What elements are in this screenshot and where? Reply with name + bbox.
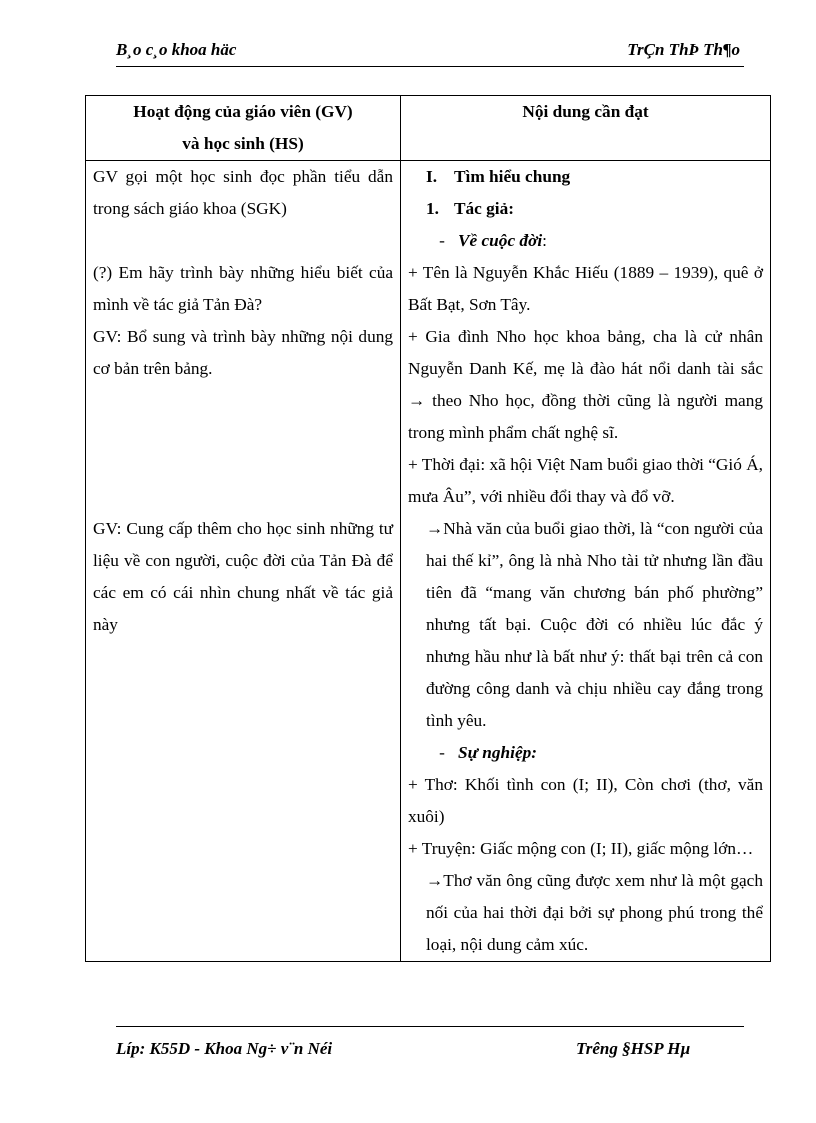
content-p6: + Truyện: Giấc mộng con (I; II), giấc mộng lớn… bbox=[408, 839, 754, 858]
content-p1: + Tên là Nguyễn Khắc Hiếu (1889 – 1939), quê ở Bất Bạt, Sơn Tây. bbox=[408, 263, 763, 314]
content-p4: →Nhà văn của buổi giao thời, là “con người của hai thế kỉ”, ông là nhà Nho tài tử nhưng lần đầu tiên đã “mang văn chương bán phố phường” nhưng tất bại. Cuộc đời có nhiều lúc đắc ý nhưng hầu như là bất như ý: thất bại trên cả con đường công danh và chịu nhiều cay đắng trong tình yêu. bbox=[426, 519, 763, 730]
activity-3: GV: Bổ sung và trình bày những nội dung cơ bản trên bảng. bbox=[93, 327, 393, 378]
table-header-row bbox=[86, 96, 771, 161]
life-heading: - Về cuộc đời: bbox=[439, 231, 547, 250]
col2-header: Nội dung cần đạt bbox=[401, 96, 771, 161]
col1-header: Hoạt động của giáo viên (GV) và học sinh (HS) bbox=[86, 96, 401, 161]
content-p2: + Gia đình Nho học khoa bảng, cha là cử nhân Nguyễn Danh Kế, mẹ là đào hát nổi danh tài sắc → theo Nho học, đồng thời cũng là người mang trong mình phẩm chất nghệ sĩ. bbox=[408, 327, 763, 442]
content-p5: + Thơ: Khối tình con (I; II), Còn chơi (thơ, văn xuôi) bbox=[408, 775, 763, 826]
header-rule bbox=[116, 66, 744, 67]
teacher-activity-cell bbox=[86, 161, 401, 962]
footer-rule bbox=[116, 1026, 744, 1027]
content-p3: + Thời đại: xã hội Việt Nam buổi giao thời “Gió Á, mưa Âu”, với nhiều đổi thay và đổ vỡ. bbox=[408, 455, 763, 506]
section-heading: I. Tìm hiểu chung bbox=[426, 167, 571, 186]
table-row bbox=[86, 161, 771, 962]
header-title: B¸o c¸o khoa häc bbox=[116, 40, 237, 59]
page-header bbox=[116, 40, 740, 62]
activity-4: GV: Cung cấp thêm cho học sinh những tư liệu về con người, cuộc đời của Tản Đà để các em có cái nhìn chung nhất về tác giả này bbox=[93, 519, 393, 634]
activity-2: (?) Em hãy trình bày những hiểu biết của mình về tác giả Tản Đà? bbox=[93, 263, 393, 314]
footer-school: Trêng §HSP Hµ bbox=[576, 1039, 691, 1058]
subsection-heading: 1. Tác giả: bbox=[426, 199, 514, 218]
header-author: TrÇn ThÞ Th¶o bbox=[627, 40, 740, 59]
career-heading: - Sự nghiệp: bbox=[439, 743, 538, 762]
content-cell bbox=[401, 161, 771, 962]
activity-1: GV gọi một học sinh đọc phần tiểu dẫn trong sách giáo khoa (SGK) bbox=[93, 167, 393, 218]
lesson-table bbox=[85, 95, 771, 962]
footer-class: Líp: K55D - Khoa Ng÷ v¨n Néi bbox=[116, 1039, 333, 1058]
content-p7: →Thơ văn ông cũng được xem như là một gạch nối của hai thời đại bởi sự phong phú trong thể loại, nội dung cảm xúc. bbox=[426, 871, 763, 954]
